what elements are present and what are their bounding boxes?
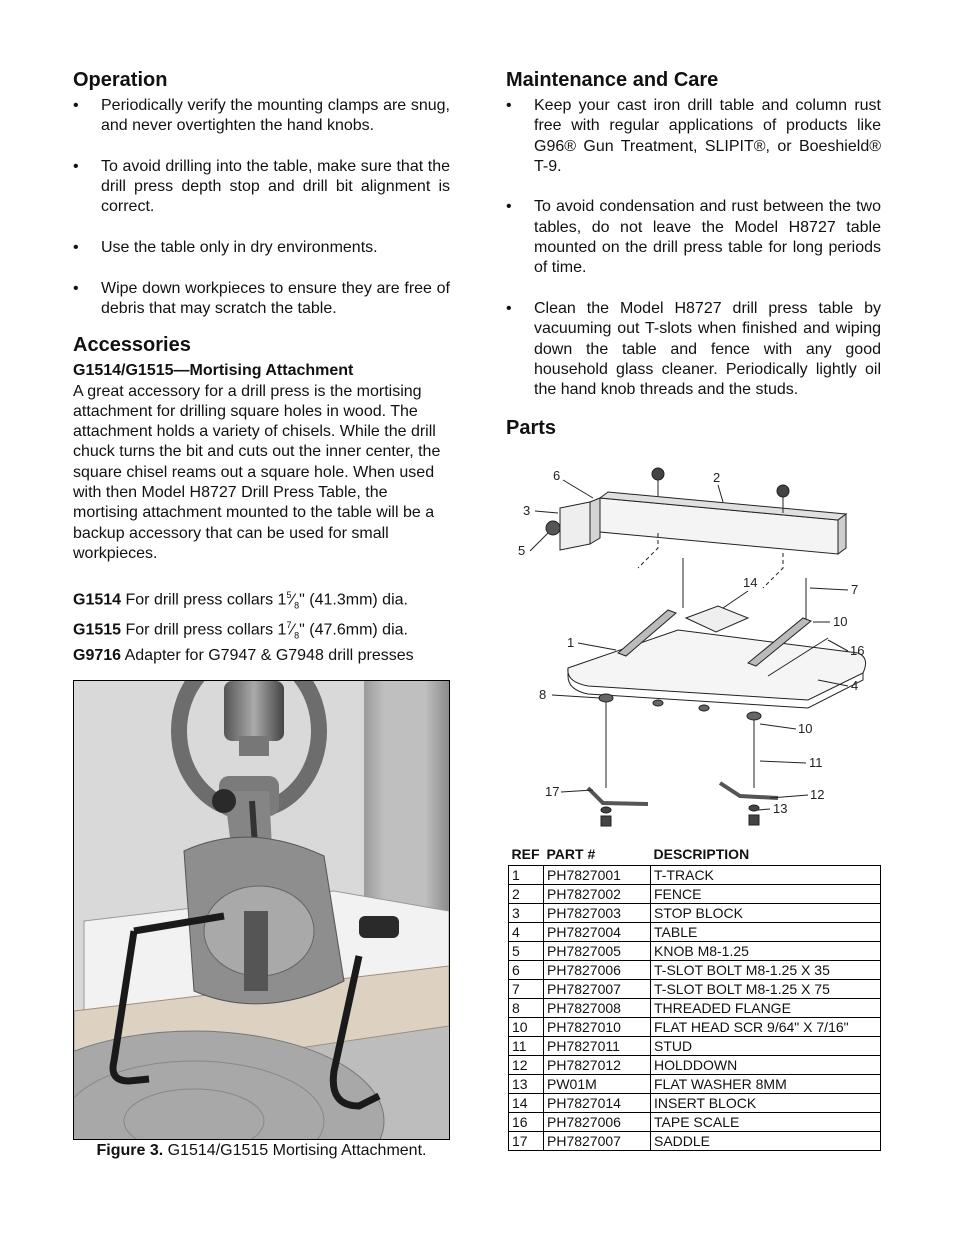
callout-label: 3 xyxy=(523,503,531,518)
ref-cell: 17 xyxy=(509,1132,544,1151)
parts-heading: Parts xyxy=(506,417,557,440)
maintenance-list xyxy=(506,96,881,400)
table-row xyxy=(509,904,881,923)
table-row xyxy=(509,1056,881,1075)
table-row xyxy=(509,923,881,942)
part-number-cell: PH7827010 xyxy=(544,1018,651,1037)
description-cell: T-SLOT BOLT M8-1.25 X 35 xyxy=(651,961,881,980)
description-cell: FLAT WASHER 8MM xyxy=(651,1075,881,1094)
ref-cell: 4 xyxy=(509,923,544,942)
ref-cell: 1 xyxy=(509,866,544,885)
bullet-icon: • xyxy=(73,279,79,297)
table-row xyxy=(509,1113,881,1132)
description-cell: T-SLOT BOLT M8-1.25 X 75 xyxy=(651,980,881,999)
ref-cell: 2 xyxy=(509,885,544,904)
table-row xyxy=(509,961,881,980)
operation-heading: Operation xyxy=(73,69,168,91)
table-row xyxy=(509,942,881,961)
description-cell: HOLDDOWN xyxy=(651,1056,881,1075)
table-row xyxy=(509,999,881,1018)
part-number-cell: PH7827006 xyxy=(544,961,651,980)
ref-cell: 13 xyxy=(509,1075,544,1094)
ref-cell: 7 xyxy=(509,980,544,999)
ref-cell: 14 xyxy=(509,1094,544,1113)
callout-label: 10 xyxy=(833,614,848,629)
parts-table-body xyxy=(509,866,881,1151)
description-cell: STOP BLOCK xyxy=(651,904,881,923)
callout-label: 2 xyxy=(713,470,721,485)
operation-bullet: • Periodically verify the mounting clamps are snug, and never overtighten the hand knobs. xyxy=(73,97,450,135)
ref-cell: 12 xyxy=(509,1056,544,1075)
description-cell: TABLE xyxy=(651,923,881,942)
operation-bullet: • To avoid drilling into the table, make sure that the drill press depth stop and drill bit alignment is correct. xyxy=(73,157,450,216)
bullet-icon: • xyxy=(73,97,79,114)
left-column xyxy=(73,66,450,666)
table-row xyxy=(509,1018,881,1037)
ref-cell: 5 xyxy=(509,942,544,961)
part-number-cell: PH7827006 xyxy=(544,1113,651,1132)
callout-label: 8 xyxy=(539,687,547,702)
callout-label: 10 xyxy=(798,721,813,736)
table-row xyxy=(509,1037,881,1056)
maintenance-bullet: • To avoid condensation and rust between the two tables, do not leave the Model H8727 table mounted on the drill press table for long periods of time. xyxy=(506,198,881,277)
description-cell: INSERT BLOCK xyxy=(651,1094,881,1113)
callout-label: 14 xyxy=(743,575,758,590)
description-cell: KNOB M8-1.25 xyxy=(651,942,881,961)
table-row xyxy=(509,980,881,999)
ref-cell: 6 xyxy=(509,961,544,980)
description-cell: THREADED FLANGE xyxy=(651,999,881,1018)
bullet-icon: • xyxy=(506,198,512,216)
bullet-icon: • xyxy=(506,97,512,114)
callout-label: 12 xyxy=(810,787,825,802)
ref-cell: 11 xyxy=(509,1037,544,1056)
part-number-cell: PH7827004 xyxy=(544,923,651,942)
part-number-cell: PH7827001 xyxy=(544,866,651,885)
part-number-cell: PH7827002 xyxy=(544,885,651,904)
part-number-cell: PW01M xyxy=(544,1075,651,1094)
bullet-icon: • xyxy=(73,239,79,257)
mortising-attachment-photo xyxy=(73,680,450,1140)
operation-list xyxy=(73,96,450,319)
callout-label: 6 xyxy=(553,468,561,483)
table-row xyxy=(509,1132,881,1151)
operation-bullet: • Wipe down workpieces to ensure they are free of debris that may scratch the table. xyxy=(73,279,450,317)
mortising-attachment-image xyxy=(74,681,449,1139)
accessory-list xyxy=(73,585,450,667)
callout-label: 13 xyxy=(773,801,788,816)
part-number-cell: PH7827008 xyxy=(544,999,651,1018)
accessory-paragraph: A great accessory for a drill press is the mortising attachment for drilling square holes in wood. The attachment holds a variety of chisels. While the drill chuck turns the bit and cuts out the inner center, the square chisel reams out a square hole. When used with then Model H8727 Drill Press Table, the mortising attachment mounted to the table will be a backup accessory that can be used for small workpieces. xyxy=(73,382,441,562)
callout-label: 7 xyxy=(851,582,859,597)
accessory-item: G1515 For drill press collars $1^7⁄_8$" (47.6mm) dia. xyxy=(73,620,408,641)
description-cell: FLAT HEAD SCR 9/64" X 7/16" xyxy=(651,1018,881,1037)
right-column xyxy=(506,66,881,442)
part-number-cell: PH7827005 xyxy=(544,942,651,961)
callout-label: 11 xyxy=(809,755,823,770)
column-header-part: PART # xyxy=(546,846,596,862)
ref-cell: 10 xyxy=(509,1018,544,1037)
callout-label: 1 xyxy=(567,635,575,650)
operation-bullet: • Use the table only in dry environments. xyxy=(73,238,450,258)
ref-cell: 3 xyxy=(509,904,544,923)
part-number-cell: PH7827003 xyxy=(544,904,651,923)
parts-diagram xyxy=(508,458,883,838)
description-cell: SADDLE xyxy=(651,1132,881,1151)
description-cell: FENCE xyxy=(651,885,881,904)
part-number-cell: PH7827012 xyxy=(544,1056,651,1075)
table-row xyxy=(509,1094,881,1113)
figure-caption: Figure 3. G1514/G1515 Mortising Attachment. xyxy=(96,1142,427,1159)
column-header-ref: REF xyxy=(511,846,540,862)
callout-label: 5 xyxy=(518,543,526,558)
accessories-heading: Accessories xyxy=(73,334,191,357)
bullet-icon: • xyxy=(506,299,512,317)
part-number-cell: PH7827007 xyxy=(544,1132,651,1151)
description-cell: TAPE SCALE xyxy=(651,1113,881,1132)
description-cell: STUD xyxy=(651,1037,881,1056)
description-cell: T-TRACK xyxy=(651,866,881,885)
table-row xyxy=(509,1075,881,1094)
maintenance-bullet: • Clean the Model H8727 drill press table by vacuuming out T-slots when finished and wiping down the table and fence with any good household glass cleaner. Periodically lightly oil the hand knob threads and the studs. xyxy=(506,299,881,399)
maintenance-bullet: • Keep your cast iron drill table and column rust free with regular applications of products like G96® Gun Treatment, SLIPIT®, or Boeshield® T-9. xyxy=(506,97,881,175)
callout-label: 4 xyxy=(851,678,859,693)
part-number-cell: PH7827014 xyxy=(544,1094,651,1113)
part-number-cell: PH7827007 xyxy=(544,980,651,999)
table-header-row xyxy=(509,843,881,866)
column-header-description: DESCRIPTION xyxy=(653,846,750,862)
table-row xyxy=(509,866,881,885)
part-number-cell: PH7827011 xyxy=(544,1037,651,1056)
ref-cell: 16 xyxy=(509,1113,544,1132)
callout-label: 16 xyxy=(850,643,865,658)
accessory-item: G1514 For drill press collars $1^5⁄_8$" (41.3mm) dia. xyxy=(73,589,408,611)
maintenance-heading: Maintenance and Care xyxy=(506,69,719,91)
table-row xyxy=(509,885,881,904)
ref-cell: 8 xyxy=(509,999,544,1018)
callout-label: 17 xyxy=(545,784,560,799)
parts-table xyxy=(508,843,881,1151)
accessory-item: G9716 Adapter for G7947 & G7948 drill presses xyxy=(73,647,414,665)
accessory-subtitle: G1514/G1515—Mortising Attachment xyxy=(73,362,354,380)
bullet-icon: • xyxy=(73,157,79,175)
